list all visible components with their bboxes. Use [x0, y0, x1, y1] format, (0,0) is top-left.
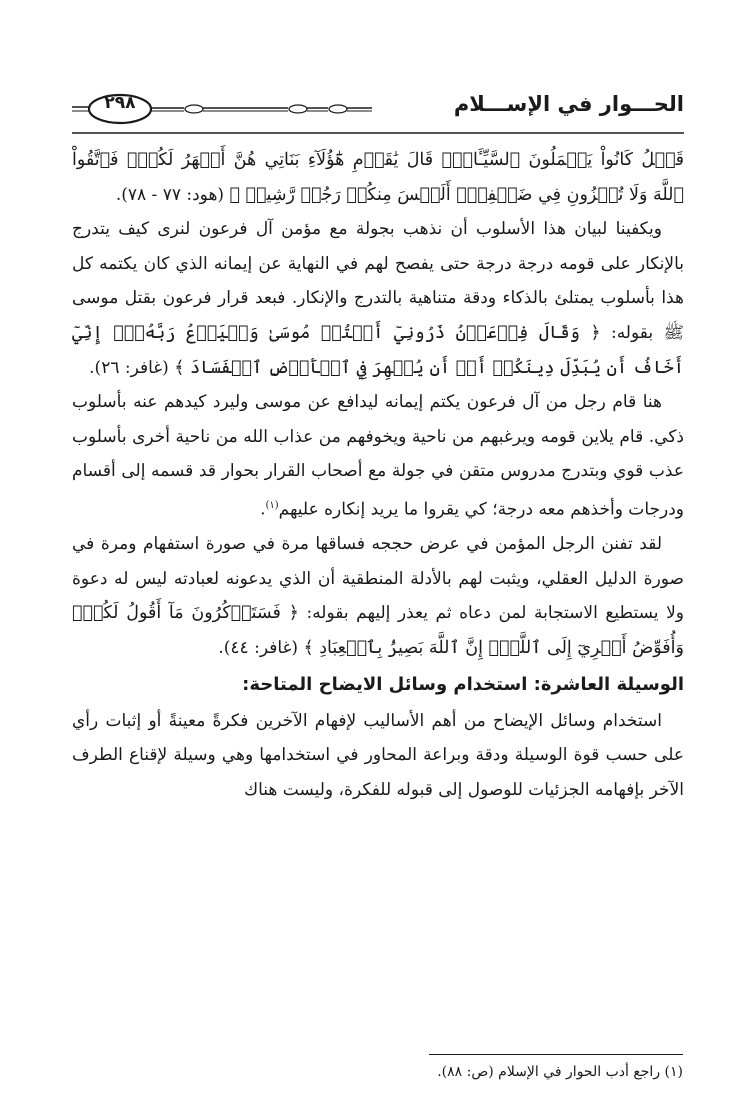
verse-reference: (غافر: ٢٦).: [89, 357, 169, 378]
footnote-marker[interactable]: (١): [265, 499, 279, 511]
paragraph: [72, 385, 684, 527]
paragraph: [72, 212, 684, 385]
paragraph-text: هنا قام رجل من آل فرعون يكتم إيمانه ليدافع عن موسى وليرد كيدهم عنه بأسلوب ذكي. قام يلاين قومه ويرغبهم من ناحية ويخوفهم من عذاب الله من ناحية أخرى بأسلوب عذب قوي وبتدرج مدروس متقن في جولة مع أصحاب القرار بحوار قد قسمه إلى أقسام ودرجات وأخذهم معه درجة؛ كي يقروا ما يريد إنكاره عليهم: [72, 392, 684, 520]
verse-text: قَبۡلُ كَانُواْ يَعۡمَلُونَ ٱلسَّيِّـَٔاتِۚ قَالَ يَٰقَوۡمِ هَٰٓؤُلَآءِ بَنَاتِي هُنَّ أَطۡهَرُ لَكُمۡۖ فَٱتَّقُواْ ٱللَّهَ وَلَا تُخۡزُونِ فِي ضَيۡفِيٓۖ أَلَيۡسَ مِنكُمۡ رَجُلٞ رَّشِيدٞ ﴾: [72, 150, 684, 205]
paragraph-text: لقد تفنن الرجل المؤمن في عرض حججه فساقها مرة في صورة استفهام ومرة في صورة الدليل العقلي، ويثبت لهم بالأدلة المنطقية أن الذي يدعونه لعبادته ليس له دعوة ولا يستطيع الاستجابة لمن دعاه ثم يعذر إليهم بقوله:: [72, 534, 685, 624]
paragraph: استخدام وسائل الإيضاح من أهم الأساليب لإفهام الآخرين فكرةً معينةً أو إثبات رأي على حسب قوة الوسيلة ودقة وبراعة المحاور في استخدامها وهي وسيلة لإقناع الطرف الآخر بإفهامه الجزئيات للوصول إلى قبوله للفكرة، وليست هناك: [72, 710, 684, 800]
footnote-divider: [429, 1054, 683, 1055]
verse-text: ﴿ فَسَتَذۡكُرُونَ مَآ أَقُولُ لَكُمۡۚ وَأُفَوِّضُ أَمۡرِيٓ إِلَى ٱللَّهِۚ إِنَّ ٱللَّهَ بَصِيرُۢ بِٱلۡعِبَادِ ﴾: [72, 603, 684, 658]
verse-reference: (هود: ٧٧ - ٧٨).: [115, 184, 225, 205]
section-heading: الوسيلة العاشرة: استخدام وسائل الايضاح المتاحة:: [242, 673, 684, 695]
paragraph: [72, 527, 684, 665]
footnote: (١) راجع أدب الحوار في الإسلام (ص: ٨٨).: [437, 1064, 683, 1080]
page-header: [72, 86, 684, 136]
paragraph-text: ويكفينا لبيان هذا الأسلوب أن نذهب بجولة مع مؤمن آل فرعون لنرى كيف يتدرج بالإنكار على قومه درجة درجة حتى يفصح لهم في النهاية عن إيمانه الذي كان يكتمه كل هذا بأسلوب يمتلئ بالذكاء ودقة متناهية بالتدرج والإنكار. فبعد قرار فرعون بقتل موسى: [72, 219, 684, 309]
running-title: الحـــوار في الإســـلام: [453, 92, 684, 116]
page-body: [72, 143, 684, 807]
verse-text: ﴿ وَقَالَ فِرۡعَوۡنُ ذَرُونِيٓ أَقۡتُلۡ مُوسَىٰ وَلۡيَدۡعُ رَبَّهُۥٓۖ إِنِّيٓ أَخَافُ أَن يُبَدِّلَ دِينَكُمۡ أَوۡ أَن يُظۡهِرَ فِي ٱلۡأَرۡضِ ٱلۡفَسَادَ ﴾: [72, 322, 684, 378]
salutation-glyph: ﷺ: [663, 322, 684, 343]
paragraph-text: .: [260, 499, 266, 520]
quran-verse-continuation: [72, 143, 684, 212]
page-number: ٢٩٨: [104, 93, 136, 113]
paragraph-text: بقوله:: [610, 322, 654, 343]
verse-reference: (غافر: ٤٤).: [218, 637, 299, 658]
